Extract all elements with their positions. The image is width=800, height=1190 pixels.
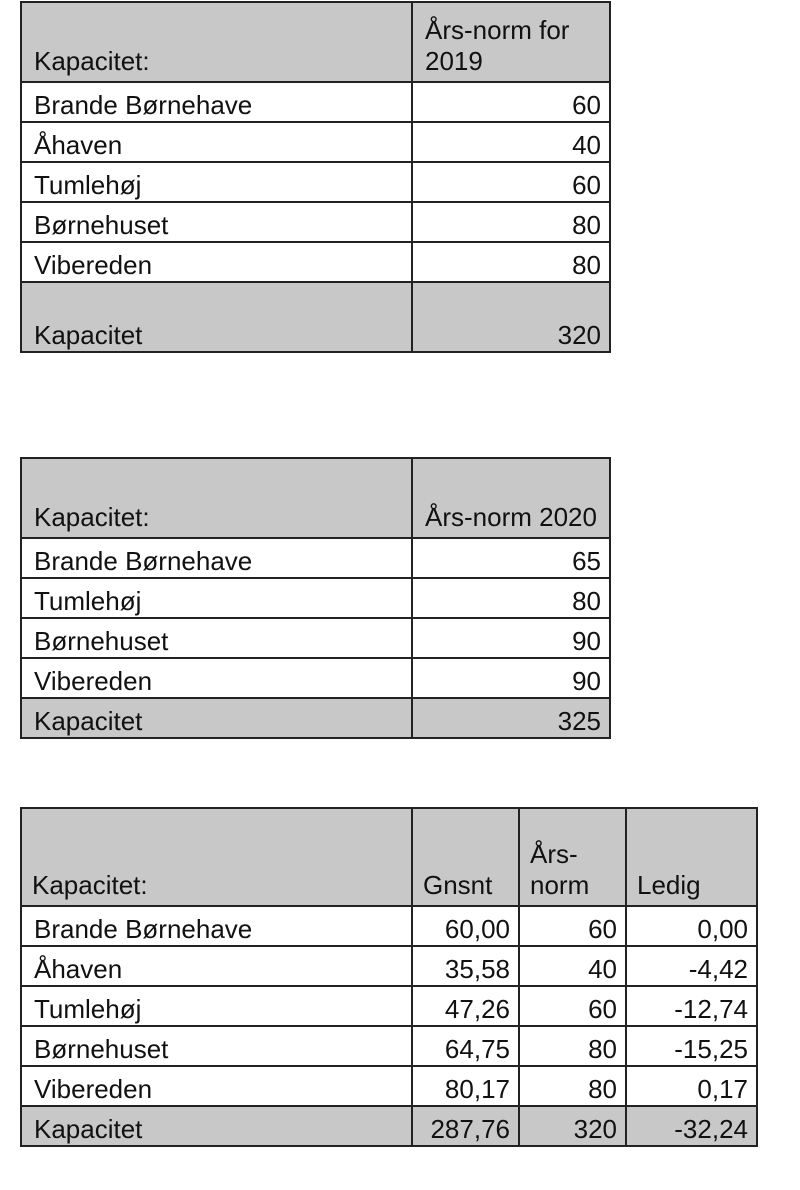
total-value: 320 (412, 282, 610, 352)
total-label: Kapacitet (21, 1106, 412, 1146)
capacity-table-2020 (20, 457, 611, 739)
table-total-row (21, 698, 610, 738)
norm-value: 60 (412, 162, 610, 202)
norm-value: 90 (412, 618, 610, 658)
header-cell: Gnsnt (412, 808, 519, 906)
institution-name: Børnehuset (21, 202, 412, 242)
total-average: 287,76 (412, 1106, 519, 1146)
institution-name: Børnehuset (21, 1026, 412, 1066)
institution-name: Brande Børnehave (21, 82, 412, 122)
table-row (21, 242, 610, 282)
table-row (21, 1066, 757, 1106)
norm-value: 60 (412, 82, 610, 122)
header-cell: Ledig (626, 808, 757, 906)
table-row (21, 538, 610, 578)
institution-name: Brande Børnehave (21, 906, 412, 946)
institution-name: Vibereden (21, 1066, 412, 1106)
table-row (21, 1026, 757, 1066)
table-row (21, 946, 757, 986)
table-row (21, 658, 610, 698)
institution-name: Tumlehøj (21, 986, 412, 1026)
table-row (21, 578, 610, 618)
table-total-row (21, 1106, 757, 1146)
norm-value: 80 (412, 578, 610, 618)
average-value: 35,58 (412, 946, 519, 986)
average-value: 47,26 (412, 986, 519, 1026)
table-row (21, 122, 610, 162)
norm-value: 80 (412, 202, 610, 242)
available-value: -15,25 (626, 1026, 757, 1066)
total-available: -32,24 (626, 1106, 757, 1146)
institution-name: Tumlehøj (21, 162, 412, 202)
institution-name: Børnehuset (21, 618, 412, 658)
institution-name: Tumlehøj (21, 578, 412, 618)
norm-value: 80 (519, 1066, 626, 1106)
available-value: 0,17 (626, 1066, 757, 1106)
header-cell: Kapacitet: (21, 458, 412, 538)
average-value: 80,17 (412, 1066, 519, 1106)
table-row (21, 906, 757, 946)
average-value: 64,75 (412, 1026, 519, 1066)
table-row (21, 986, 757, 1026)
institution-name: Åhaven (21, 946, 412, 986)
institution-name: Vibereden (21, 658, 412, 698)
norm-value: 60 (519, 986, 626, 1026)
capacity-table-2019 (20, 1, 611, 353)
institution-name: Brande Børnehave (21, 538, 412, 578)
table-total-row (21, 282, 610, 352)
total-norm: 320 (519, 1106, 626, 1146)
table-row (21, 618, 610, 658)
norm-value: 65 (412, 538, 610, 578)
institution-name: Åhaven (21, 122, 412, 162)
table-row (21, 162, 610, 202)
header-cell: Års-norm for 2019 (412, 2, 610, 82)
total-value: 325 (412, 698, 610, 738)
institution-name: Vibereden (21, 242, 412, 282)
table-header-row (21, 458, 610, 538)
norm-value: 80 (519, 1026, 626, 1066)
header-cell: Kapacitet: (21, 808, 412, 906)
average-value: 60,00 (412, 906, 519, 946)
header-cell: Års-norm 2020 (412, 458, 610, 538)
available-value: 0,00 (626, 906, 757, 946)
total-label: Kapacitet (21, 698, 412, 738)
table-header-row (21, 808, 757, 906)
available-value: -12,74 (626, 986, 757, 1026)
total-label: Kapacitet (21, 282, 412, 352)
norm-value: 40 (519, 946, 626, 986)
norm-value: 40 (412, 122, 610, 162)
table-row (21, 82, 610, 122)
table-header-row (21, 2, 610, 82)
header-cell: Kapacitet: (21, 2, 412, 82)
available-value: -4,42 (626, 946, 757, 986)
norm-value: 80 (412, 242, 610, 282)
table-row (21, 202, 610, 242)
norm-value: 60 (519, 906, 626, 946)
norm-value: 90 (412, 658, 610, 698)
header-cell: Års-norm (519, 808, 626, 906)
capacity-comparison-table (20, 807, 758, 1147)
